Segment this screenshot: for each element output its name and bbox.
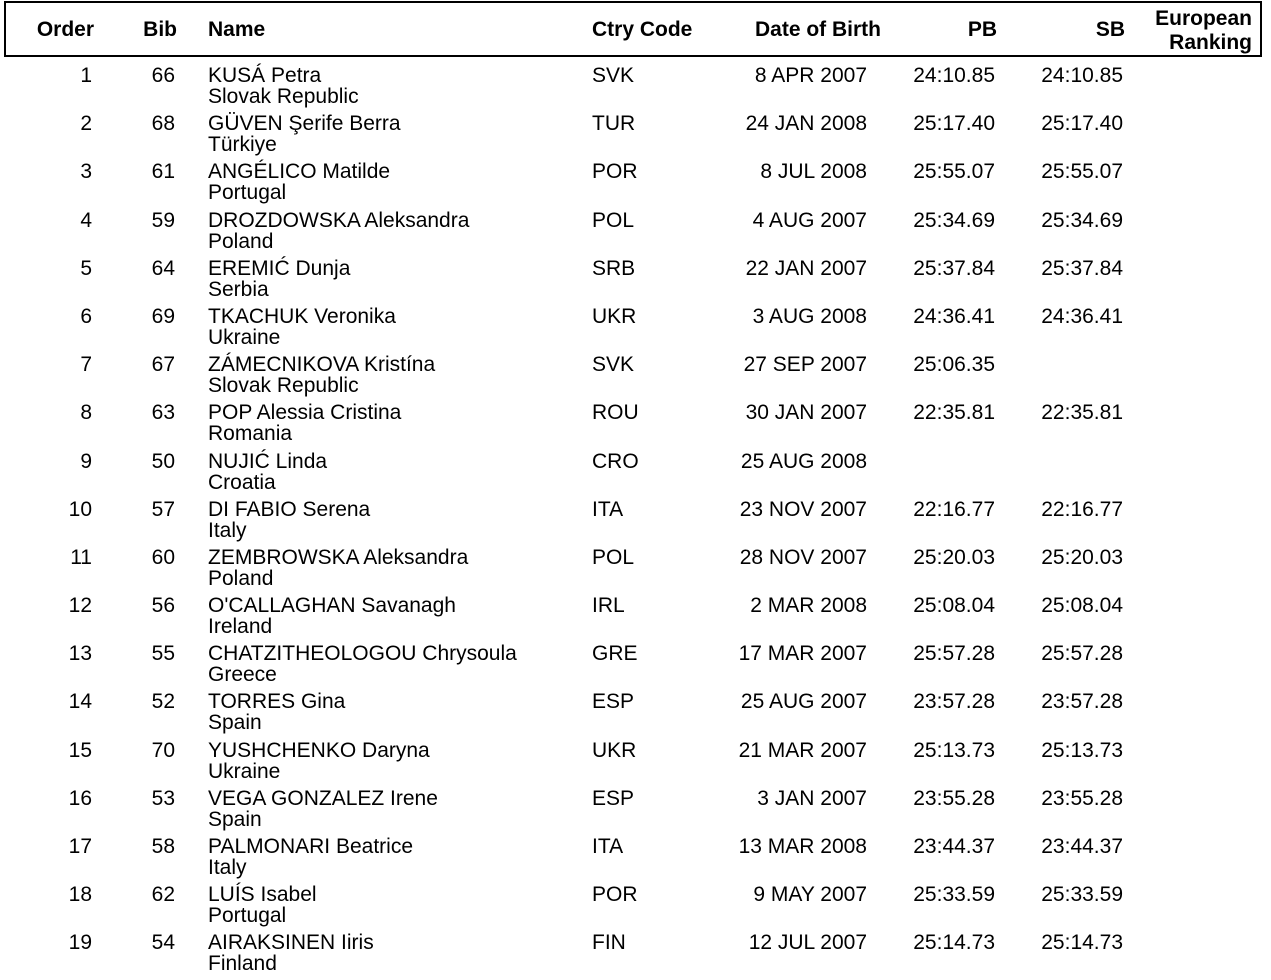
athlete-name: GÜVEN Şerife Berra xyxy=(208,112,401,136)
country-code-cell: UKR xyxy=(592,304,637,328)
athlete-name: TORRES Gina xyxy=(208,690,346,714)
bib-cell: 50 xyxy=(151,449,175,473)
country-code-cell: POL xyxy=(592,208,635,232)
sb-cell: 25:37.84 xyxy=(1041,256,1123,280)
bib-cell: 63 xyxy=(151,401,175,425)
country-code-cell: SRB xyxy=(592,256,636,280)
country-code-cell: ITA xyxy=(592,835,624,858)
pb-cell: 23:55.28 xyxy=(913,786,995,810)
athlete-country: Finland xyxy=(208,952,277,976)
date-of-birth-cell: 13 MAR 2008 xyxy=(738,835,867,858)
athlete-name: NUJIĆ Linda xyxy=(208,449,328,473)
pb-cell: 25:20.03 xyxy=(913,545,995,569)
sb-cell: 23:44.37 xyxy=(1041,835,1123,858)
table-row xyxy=(0,690,1271,738)
date-of-birth-cell: 25 AUG 2008 xyxy=(740,449,867,473)
header-ctry-code: Ctry Code xyxy=(592,18,693,41)
header-bib: Bib xyxy=(143,18,177,41)
table-row xyxy=(0,450,1271,498)
date-of-birth-cell: 21 MAR 2007 xyxy=(738,738,867,762)
table-row xyxy=(0,305,1271,353)
table-row xyxy=(0,787,1271,835)
athlete-name: YUSHCHENKO Daryna xyxy=(208,738,430,762)
sb-cell: 25:57.28 xyxy=(1041,642,1123,666)
country-code-cell: ESP xyxy=(592,690,635,714)
table-row xyxy=(0,257,1271,305)
pb-cell: 25:08.04 xyxy=(913,594,995,618)
start-list-rows xyxy=(0,64,1271,980)
country-code-cell: POL xyxy=(592,545,635,569)
sb-cell: 25:17.40 xyxy=(1041,112,1123,136)
athlete-country: Serbia xyxy=(208,277,269,301)
order-cell: 13 xyxy=(68,642,92,666)
sb-cell: 25:08.04 xyxy=(1041,594,1123,618)
table-row xyxy=(0,112,1271,160)
sb-cell: 23:55.28 xyxy=(1041,786,1123,810)
country-code-cell: ITA xyxy=(592,497,624,521)
athlete-country: Greece xyxy=(208,663,277,687)
athlete-name: TKACHUK Veronika xyxy=(208,304,396,328)
athlete-name: EREMIĆ Dunja xyxy=(208,256,351,280)
bib-cell: 69 xyxy=(151,304,175,328)
table-row xyxy=(0,64,1271,112)
order-cell: 15 xyxy=(68,738,92,762)
date-of-birth-cell: 12 JUL 2007 xyxy=(748,931,867,955)
bib-cell: 62 xyxy=(151,883,175,907)
athlete-name: PALMONARI Beatrice xyxy=(208,835,414,858)
pb-cell: 24:36.41 xyxy=(913,304,995,328)
athlete-country: Italy xyxy=(208,856,247,879)
sb-cell: 24:36.41 xyxy=(1041,304,1123,328)
order-cell: 11 xyxy=(70,545,92,569)
athlete-name: O'CALLAGHAN Savanagh xyxy=(208,594,456,618)
order-cell: 17 xyxy=(68,835,92,858)
order-cell: 18 xyxy=(68,883,92,907)
athlete-country: Slovak Republic xyxy=(208,85,359,108)
athlete-country: Spain xyxy=(208,711,262,735)
pb-cell: 25:13.73 xyxy=(913,738,995,762)
header-sb: SB xyxy=(1095,18,1125,41)
bib-cell: 60 xyxy=(151,545,175,569)
pb-cell: 24:10.85 xyxy=(913,64,995,87)
country-code-cell: UKR xyxy=(592,738,637,762)
header-name: Name xyxy=(208,18,266,41)
date-of-birth-cell: 8 APR 2007 xyxy=(754,64,867,87)
sb-cell: 25:20.03 xyxy=(1041,545,1123,569)
athlete-country: Spain xyxy=(208,807,262,831)
athlete-country: Ukraine xyxy=(208,325,281,349)
athlete-country: Romania xyxy=(208,422,293,446)
athlete-name: DROZDOWSKA Aleksandra xyxy=(208,208,470,232)
athlete-name: ZEMBROWSKA Aleksandra xyxy=(208,545,469,569)
pb-cell: 22:16.77 xyxy=(913,497,995,521)
table-row xyxy=(0,883,1271,931)
pb-cell: 25:57.28 xyxy=(913,642,995,666)
order-cell: 3 xyxy=(80,160,92,184)
athlete-country: Ukraine xyxy=(208,759,281,783)
bib-cell: 56 xyxy=(151,594,175,618)
date-of-birth-cell: 25 AUG 2007 xyxy=(740,690,867,714)
athlete-name: LUÍS Isabel xyxy=(208,883,317,907)
athlete-name: AIRAKSINEN Iiris xyxy=(208,931,374,955)
sb-cell: 22:16.77 xyxy=(1041,497,1123,521)
table-row xyxy=(0,209,1271,257)
table-row xyxy=(0,401,1271,449)
header-pb: PB xyxy=(967,18,997,41)
athlete-name: ZÁMECNIKOVA Kristína xyxy=(208,353,436,377)
pb-cell: 25:37.84 xyxy=(913,256,995,280)
table-row xyxy=(0,739,1271,787)
order-cell: 1 xyxy=(80,64,92,87)
date-of-birth-cell: 24 JAN 2008 xyxy=(745,112,867,136)
athlete-name: ANGÉLICO Matilde xyxy=(208,160,391,184)
order-cell: 10 xyxy=(68,497,92,521)
pb-cell: 23:44.37 xyxy=(913,835,995,858)
athlete-country: Poland xyxy=(208,229,274,253)
country-code-cell: SVK xyxy=(592,353,635,377)
pb-cell: 25:33.59 xyxy=(913,883,995,907)
bib-cell: 58 xyxy=(151,835,175,858)
table-row xyxy=(0,931,1271,979)
date-of-birth-cell: 2 MAR 2008 xyxy=(750,594,867,618)
date-of-birth-cell: 27 SEP 2007 xyxy=(743,353,867,377)
order-cell: 12 xyxy=(68,594,92,618)
country-code-cell: ROU xyxy=(592,401,639,425)
athlete-country: Slovak Republic xyxy=(208,374,359,398)
sb-cell: 25:13.73 xyxy=(1041,738,1123,762)
order-cell: 2 xyxy=(80,112,92,136)
header-european-ranking-line1: European xyxy=(1155,7,1252,30)
order-cell: 16 xyxy=(68,786,92,810)
date-of-birth-cell: 28 NOV 2007 xyxy=(739,545,867,569)
country-code-cell: CRO xyxy=(592,449,639,473)
sb-cell: 22:35.81 xyxy=(1041,401,1123,425)
bib-cell: 59 xyxy=(151,208,175,232)
header-european-ranking-line2: Ranking xyxy=(1169,31,1252,54)
athlete-country: Italy xyxy=(208,518,247,542)
country-code-cell: SVK xyxy=(592,64,635,87)
pb-cell: 25:06.35 xyxy=(913,353,995,377)
sb-cell: 23:57.28 xyxy=(1041,690,1123,714)
sb-cell: 25:55.07 xyxy=(1041,160,1123,184)
pb-cell: 25:14.73 xyxy=(913,931,995,955)
country-code-cell: IRL xyxy=(592,594,625,618)
date-of-birth-cell: 4 AUG 2007 xyxy=(752,208,867,232)
order-cell: 5 xyxy=(80,256,92,280)
date-of-birth-cell: 3 JAN 2007 xyxy=(757,786,867,810)
bib-cell: 52 xyxy=(151,690,175,714)
bib-cell: 54 xyxy=(151,931,175,955)
order-cell: 6 xyxy=(80,304,92,328)
header-order: Order xyxy=(36,18,94,41)
table-row xyxy=(0,594,1271,642)
pb-cell: 22:35.81 xyxy=(913,401,995,425)
table-row xyxy=(0,835,1271,883)
athlete-country: Portugal xyxy=(208,181,287,205)
bib-cell: 61 xyxy=(151,160,175,184)
athlete-country: Ireland xyxy=(208,615,273,639)
date-of-birth-cell: 9 MAY 2007 xyxy=(753,883,867,907)
table-row xyxy=(0,498,1271,546)
sb-cell: 24:10.85 xyxy=(1041,64,1123,87)
athlete-name: POP Alessia Cristina xyxy=(208,401,402,425)
country-code-cell: FIN xyxy=(592,931,626,955)
table-row xyxy=(0,160,1271,208)
athlete-country: Türkiye xyxy=(208,133,277,157)
bib-cell: 67 xyxy=(151,353,175,377)
table-header xyxy=(4,1,1262,57)
date-of-birth-cell: 22 JAN 2007 xyxy=(745,256,867,280)
bib-cell: 53 xyxy=(151,786,175,810)
pb-cell: 25:55.07 xyxy=(913,160,995,184)
country-code-cell: POR xyxy=(592,160,638,184)
pb-cell: 23:57.28 xyxy=(913,690,995,714)
athlete-name: VEGA GONZALEZ Irene xyxy=(208,786,438,810)
order-cell: 4 xyxy=(80,208,92,232)
order-cell: 14 xyxy=(68,690,92,714)
athlete-name: KUSÁ Petra xyxy=(208,64,322,87)
bib-cell: 70 xyxy=(151,738,175,762)
header-date-of-birth: Date of Birth xyxy=(755,18,881,41)
date-of-birth-cell: 8 JUL 2008 xyxy=(760,160,867,184)
bib-cell: 66 xyxy=(151,64,175,87)
date-of-birth-cell: 17 MAR 2007 xyxy=(738,642,867,666)
date-of-birth-cell: 3 AUG 2008 xyxy=(752,304,867,328)
table-row xyxy=(0,642,1271,690)
bib-cell: 55 xyxy=(151,642,175,666)
table-row xyxy=(0,353,1271,401)
country-code-cell: GRE xyxy=(592,642,638,666)
athlete-country: Portugal xyxy=(208,904,287,928)
athlete-name: CHATZITHEOLOGOU Chrysoula xyxy=(208,642,517,666)
date-of-birth-cell: 30 JAN 2007 xyxy=(745,401,867,425)
sb-cell: 25:14.73 xyxy=(1041,931,1123,955)
bib-cell: 64 xyxy=(151,256,175,280)
pb-cell: 25:17.40 xyxy=(913,112,995,136)
bib-cell: 68 xyxy=(151,112,175,136)
table-row xyxy=(0,546,1271,594)
bib-cell: 57 xyxy=(151,497,175,521)
athlete-name: DI FABIO Serena xyxy=(208,497,371,521)
date-of-birth-cell: 23 NOV 2007 xyxy=(739,497,867,521)
sb-cell: 25:34.69 xyxy=(1041,208,1123,232)
country-code-cell: TUR xyxy=(592,112,636,136)
order-cell: 8 xyxy=(80,401,92,425)
country-code-cell: ESP xyxy=(592,786,635,810)
order-cell: 19 xyxy=(68,931,92,955)
athlete-country: Croatia xyxy=(208,470,276,494)
athlete-country: Poland xyxy=(208,566,274,590)
order-cell: 7 xyxy=(80,353,92,377)
order-cell: 9 xyxy=(80,449,92,473)
country-code-cell: POR xyxy=(592,883,638,907)
sb-cell: 25:33.59 xyxy=(1041,883,1123,907)
pb-cell: 25:34.69 xyxy=(913,208,995,232)
